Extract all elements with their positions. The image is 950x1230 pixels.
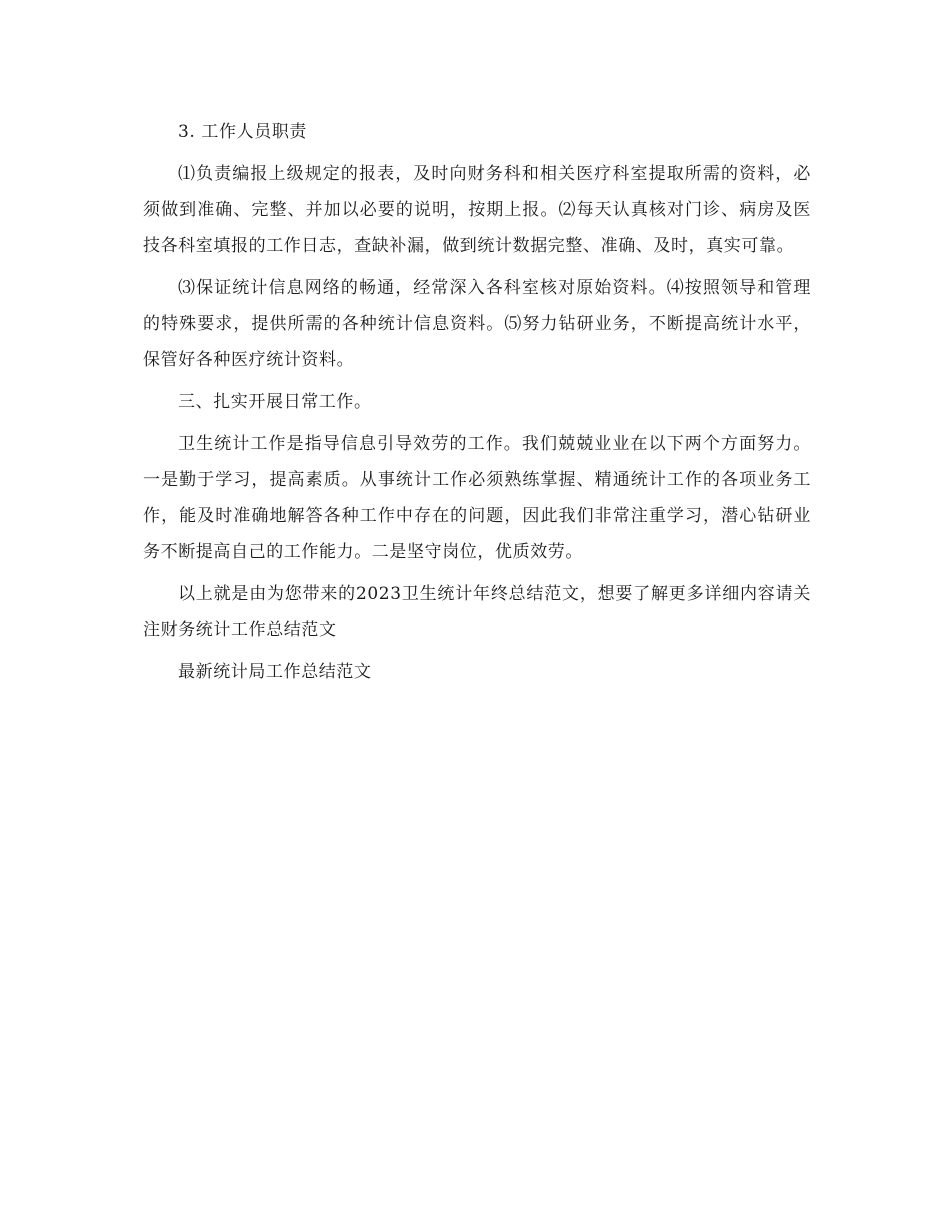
paragraph-duties-3-5: ⑶保证统计信息网络的畅通，经常深入各科室核对原始资料。⑷按照领导和管理的特殊要求，提供所需的各种统计信息资料。⑸努力钻研业务，不断提高统计水平，保管好各种医疗统计资料。 <box>143 278 811 370</box>
section-heading-daily-work: 三、扎实开展日常工作。 <box>178 392 372 412</box>
document-page <box>143 114 811 696</box>
paragraph-closing-note: 以上就是由为您带来的2023卫生统计年终总结范文，想要了解更多详细内容请关注财务统计工作总结范文 <box>143 584 811 640</box>
related-article-link[interactable]: 最新统计局工作总结范文 <box>178 662 372 682</box>
section-heading-staff-duties: 3. 工作人员职责 <box>178 122 308 142</box>
paragraph-daily-work: 卫生统计工作是指导信息引导效劳的工作。我们兢兢业业在以下两个方面努力。一是勤于学习，提高素质。从事统计工作必须熟练掌握、精通统计工作的各项业务工作，能及时准确地解答各种工作中存在的问题，因此我们非常注重学习，潜心钻研业务不断提高自己的工作能力。二是坚守岗位，优质效劳。 <box>143 434 811 562</box>
paragraph-duties-1-2: ⑴负责编报上级规定的报表，及时向财务科和相关医疗科室提取所需的资料，必须做到准确、完整、并加以必要的说明，按期上报。⑵每天认真核对门诊、病房及医技各科室填报的工作日志，查缺补漏，做到统计数据完整、准确、及时，真实可靠。 <box>143 164 811 256</box>
